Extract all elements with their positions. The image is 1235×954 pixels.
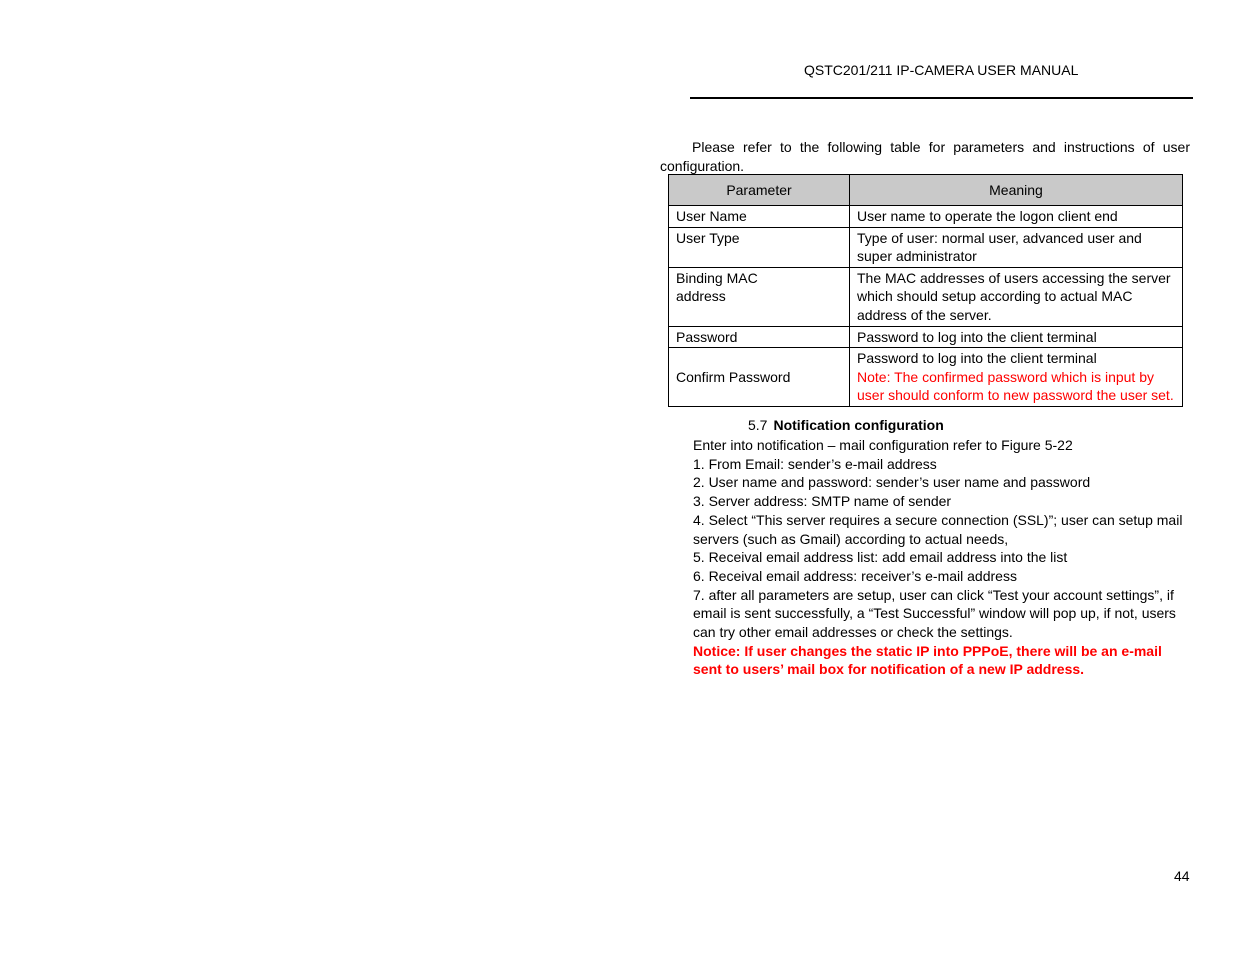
meaning-cell: The MAC addresses of users accessing the server which should setup according to actual MAC address of the server. xyxy=(850,267,1183,326)
meaning-cell: User name to operate the logon client end xyxy=(850,206,1183,228)
section-heading xyxy=(748,417,944,433)
column-header-meaning: Meaning xyxy=(850,175,1183,206)
section-body xyxy=(693,436,1193,679)
body-line: 3. Server address: SMTP name of sender xyxy=(693,493,952,510)
confirm-password-note: Note: The confirmed password which is input by user should conform to new password the user set. xyxy=(857,368,1174,404)
meaning-cell: Type of user: normal user, advanced user and super administrator xyxy=(850,227,1183,267)
body-line: 6. Receival email address: receiver’s e-mail address xyxy=(693,567,1017,584)
meaning-cell xyxy=(850,348,1183,407)
parameter-cell xyxy=(669,267,850,326)
parameter-cell: Password xyxy=(669,326,850,348)
body-line: Enter into notification – mail configuration refer to Figure 5-22 xyxy=(693,437,1073,453)
body-line: 5. Receival email address list: add email address into the list xyxy=(693,549,1068,566)
body-line: 1. From Email: sender’s e-mail address xyxy=(693,455,937,472)
table-header-row xyxy=(669,175,1183,206)
body-line: 2. User name and password: sender’s user name and password xyxy=(693,474,1091,491)
meaning-cell: Password to log into the client terminal xyxy=(850,326,1183,348)
header-divider xyxy=(690,97,1193,99)
parameter-cell: User Name xyxy=(669,206,850,228)
table-row xyxy=(669,267,1183,326)
table-row xyxy=(669,348,1183,407)
section-title: Notification configuration xyxy=(773,417,944,433)
parameter-cell: User Type xyxy=(669,227,850,267)
table-row xyxy=(669,326,1183,348)
parameter-text: Binding MAC address xyxy=(676,269,758,305)
pppoe-notice: Notice: If user changes the static IP into PPPoE, there will be an e-mail sent to users’ mail box for notification of a new IP address. xyxy=(693,642,1162,678)
parameter-cell: Confirm Password xyxy=(669,348,850,407)
parameters-table xyxy=(668,174,1183,407)
page-number: 44 xyxy=(1174,868,1190,884)
body-line: 7. after all parameters are setup, user can click “Test your account settings”, if email is sent successfully, a “Test Successful” window will pop up, if not, users can try other email addresses or check the settings. xyxy=(693,586,1176,641)
table-row xyxy=(669,227,1183,267)
section-number: 5.7 xyxy=(748,417,768,433)
column-header-parameter: Parameter xyxy=(669,175,850,206)
manual-header-title: QSTC201/211 IP-CAMERA USER MANUAL xyxy=(804,62,1079,78)
table-row xyxy=(669,206,1183,228)
body-line: 4. Select “This server requires a secure connection (SSL)”; user can setup mail servers (such as Gmail) according to actual needs, xyxy=(693,511,1183,547)
meaning-text: Password to log into the client terminal xyxy=(857,350,1097,367)
intro-paragraph: Please refer to the following table for parameters and instructions of user configuration. xyxy=(660,139,1190,174)
